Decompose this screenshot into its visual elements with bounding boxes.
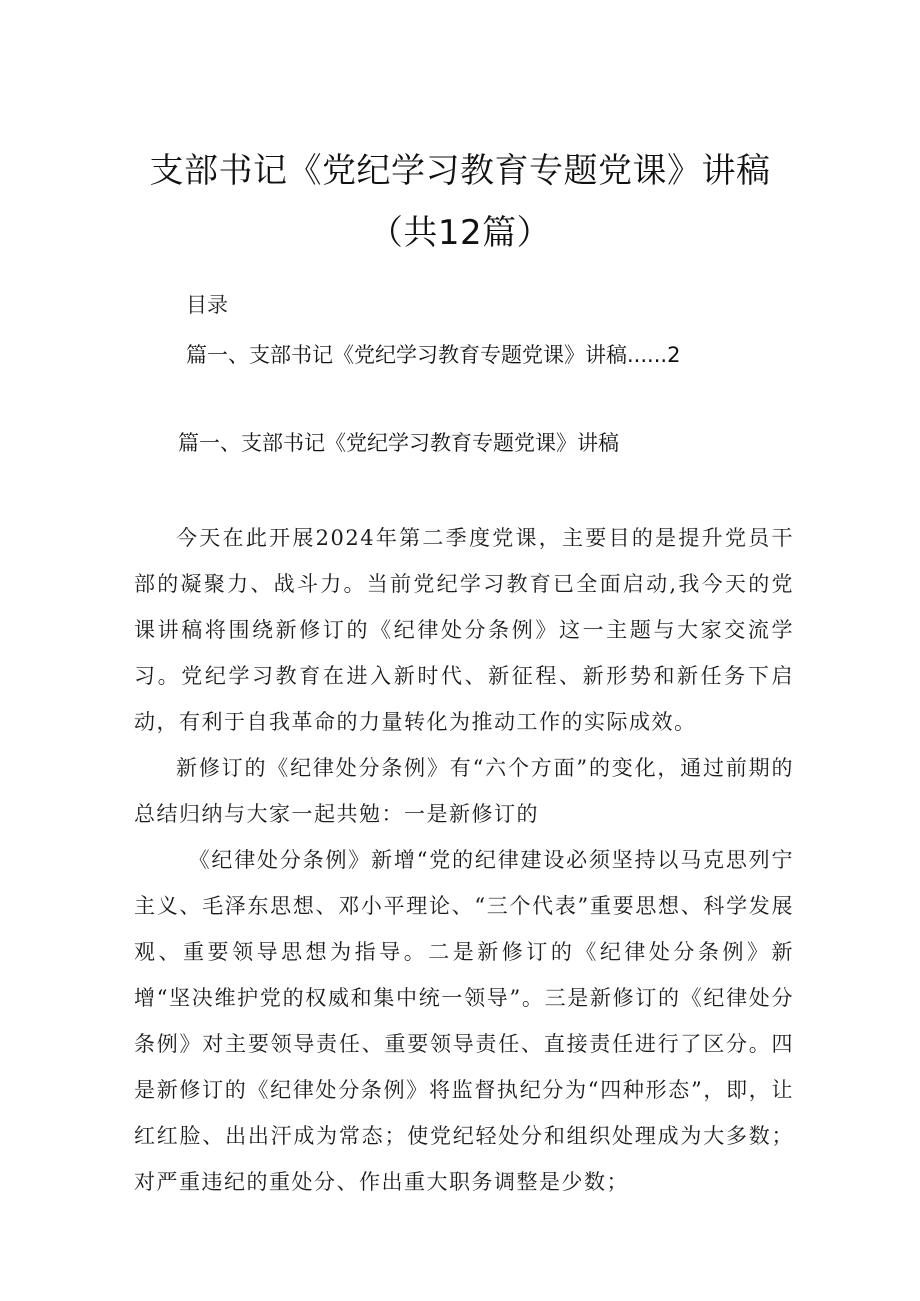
toc-entry-leader: ...... <box>627 343 668 367</box>
body-text <box>134 515 794 1205</box>
toc-heading: 目录 <box>186 293 228 317</box>
paragraph: 新修订的《纪律处分条例》有“六个方面”的变化，通过前期的总结归纳与大家一起共勉：一是新修订的 <box>134 756 794 826</box>
paragraph: 《纪律处分条例》新增“党的纪律建设必须坚持以马克思列宁主义、毛泽东思想、邓小平理论、“三个代表”重要思想、科学发展观、重要领导思想为指导。二是新修订的《纪律处分条例》新增“坚决维护党的权威和集中统一领导”。三是新修订的《纪律处分条例》对主要领导责任、重要领导责任、直接责任进行了区分。四是新修订的《纪律处分条例》将监督执纪分为“四种形态”，即，让红红脸、出出汗成为常态；使党纪轻处分和组织处理成为大多数；对严重违纪的重处分、作出重大职务调整是少数； <box>134 848 794 1194</box>
section-heading: 篇一、支部书记《党纪学习教育专题党课》讲稿 <box>178 431 619 455</box>
toc-entry-label: 篇一、支部书记《党纪学习教育专题党课》讲稿 <box>186 343 627 367</box>
document-title: 支部书记《党纪学习教育专题党课》讲稿（共12篇） <box>149 151 771 253</box>
paragraph: 今天在此开展2024年第二季度党课，主要目的是提升党员干部的凝聚力、战斗力。当前党纪学习教育已全面启动,我今天的党课讲稿将围绕新修订的《纪律处分条例》这一主题与大家交流学习。党纪学习教育在进入新时代、新征程、新形势和新任务下启动，有利于自我革命的力量转化为推动工作的实际成效。 <box>134 526 794 734</box>
toc-entry-page: 2 <box>667 343 681 367</box>
toc-entry[interactable] <box>186 340 680 370</box>
